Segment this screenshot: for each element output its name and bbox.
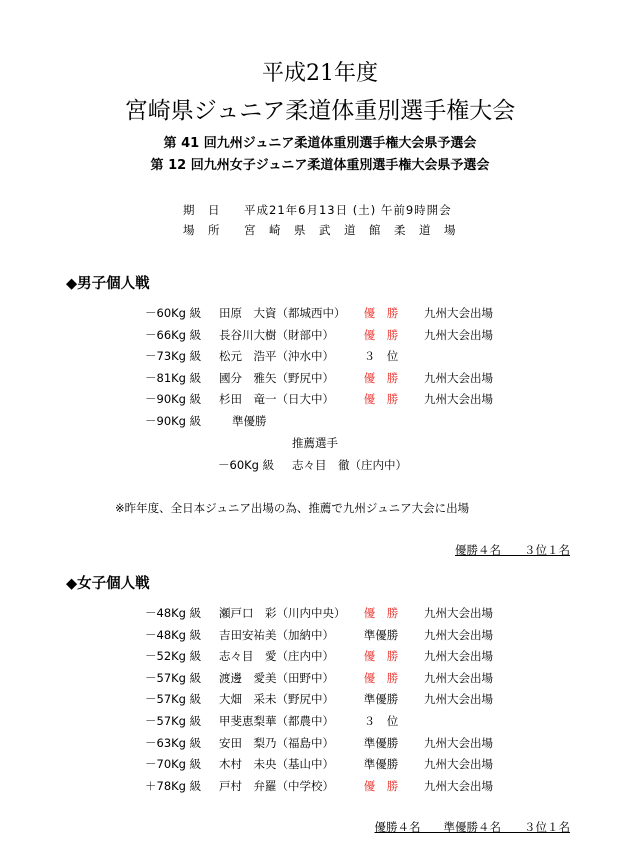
weight-class: －52Kg 級	[145, 649, 202, 664]
date-label: 期 日	[183, 203, 221, 217]
weight-class: －63Kg 級	[145, 735, 202, 750]
men-summary: 優勝４名 ３位１名	[455, 543, 570, 557]
women-section-heading: ◆女子個人戦	[66, 576, 150, 592]
subtitle-kyushu-women-junior: 第 12 回九州女子ジュニア柔道体重別選手権大会県予選会	[150, 158, 490, 173]
men-extra-class: －90Kg 級	[145, 414, 202, 428]
women-summary: 優勝４名 準優勝４名 ３位１名	[374, 820, 570, 834]
weight-class: －90Kg 級	[145, 392, 202, 406]
weight-class: －48Kg 級	[145, 606, 202, 620]
qualification-note: 九州大会出場	[424, 627, 493, 642]
qualification-note: 九州大会出場	[424, 670, 493, 685]
subtitle-kyushu-junior: 第 41 回九州ジュニア柔道体重別選手権大会県予選会	[163, 136, 477, 151]
athlete-name: 渡邊 愛美（田野中）	[219, 670, 334, 685]
athlete-name: 志々目 愛（庄内中）	[219, 649, 334, 664]
venue-value: 宮 崎 県 武 道 館 柔 道 場	[244, 223, 457, 237]
athlete-name: 國分 雅矢（野尻中）	[219, 370, 334, 385]
result: ３ 位	[363, 349, 399, 363]
result: ３ 位	[363, 714, 399, 728]
result: 優 勝	[363, 306, 399, 320]
qualification-note: 九州大会出場	[424, 606, 493, 620]
athlete-name: 吉田安祐美（加納中）	[219, 627, 334, 642]
recommend-heading: 推薦選手	[292, 436, 338, 450]
athlete-name: 大畑 采未（野尻中）	[219, 692, 334, 707]
result: 優 勝	[363, 392, 399, 406]
qualification-note: 九州大会出場	[424, 370, 493, 385]
men-note: ※昨年度、全日本ジュニア出場の為、推薦で九州ジュニア大会に出場	[115, 501, 470, 515]
athlete-name: 甲斐恵梨華（都農中）	[219, 714, 334, 728]
recommend-class: －60Kg 級	[218, 458, 275, 472]
result: 優 勝	[363, 778, 399, 793]
qualification-note: 九州大会出場	[424, 778, 493, 793]
result: 優 勝	[363, 649, 399, 664]
result: 優 勝	[363, 670, 399, 685]
athlete-name: 瀬戸口 彩（川内中央）	[219, 606, 346, 620]
weight-class: －73Kg 級	[145, 349, 202, 363]
athlete-name: 松元 浩平（沖水中）	[219, 349, 334, 363]
weight-class: －48Kg 級	[145, 627, 202, 642]
qualification-note: 九州大会出場	[424, 649, 493, 664]
result: 準優勝	[363, 627, 399, 642]
weight-class: －57Kg 級	[145, 714, 202, 728]
result: 優 勝	[363, 370, 399, 385]
title-year: 平成21年度	[262, 61, 378, 86]
result: 優 勝	[363, 327, 399, 342]
date-value: 平成21年6月13日 (土) 午前9時開会	[244, 203, 452, 217]
qualification-note: 九州大会出場	[424, 692, 493, 707]
weight-class: －57Kg 級	[145, 670, 202, 685]
qualification-note: 九州大会出場	[424, 327, 493, 342]
athlete-name: 長谷川大樹（財部中）	[219, 327, 334, 342]
recommend-name: 志々目 徹（庄内中）	[292, 458, 407, 472]
athlete-name: 杉田 竜一（日大中）	[219, 392, 334, 406]
athlete-name: 田原 大資（都城西中）	[219, 306, 346, 320]
weight-class: －70Kg 級	[145, 757, 202, 772]
venue-label: 場 所	[183, 223, 221, 237]
weight-class: －60Kg 級	[145, 306, 202, 320]
qualification-note: 九州大会出場	[424, 757, 493, 772]
result: 準優勝	[363, 757, 399, 772]
weight-class: ＋78Kg 級	[145, 778, 202, 793]
men-section-heading: ◆男子個人戦	[66, 276, 150, 292]
qualification-note: 九州大会出場	[424, 392, 493, 406]
result: 優 勝	[363, 606, 399, 620]
weight-class: －57Kg 級	[145, 692, 202, 707]
result: 準優勝	[363, 692, 399, 707]
athlete-name: 安田 梨乃（福島中）	[219, 735, 334, 750]
qualification-note: 九州大会出場	[424, 735, 493, 750]
athlete-name: 戸村 弁羅（中学校）	[219, 778, 334, 793]
men-extra-result: 準優勝	[232, 414, 267, 428]
qualification-note: 九州大会出場	[424, 306, 493, 320]
weight-class: －66Kg 級	[145, 327, 202, 342]
weight-class: －81Kg 級	[145, 370, 202, 385]
result: 準優勝	[363, 735, 399, 750]
title-main: 宮崎県ジュニア柔道体重別選手権大会	[124, 98, 516, 124]
athlete-name: 木村 未央（基山中）	[219, 757, 334, 772]
